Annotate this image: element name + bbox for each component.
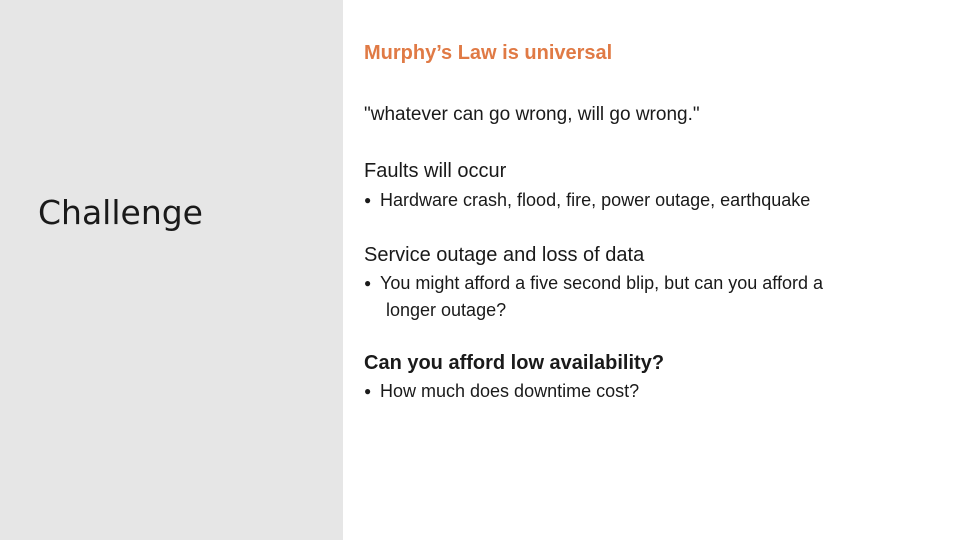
block-title-availability: Can you afford low availability? — [364, 352, 665, 374]
bullet-text: How much does downtime cost? — [380, 381, 640, 401]
left-panel — [0, 0, 343, 540]
bullet-text-continued: longer outage? — [386, 300, 507, 320]
bullet-availability — [364, 378, 924, 405]
slide-heading: Murphy’s Law is universal — [364, 42, 613, 64]
bullet-outage — [364, 270, 924, 324]
bullet-faults — [364, 187, 924, 214]
section-title: Challenge — [38, 193, 203, 232]
bullet-text: You might afford a five second blip, but can you afford a — [380, 273, 823, 293]
bullet-dot-icon: ● — [364, 276, 372, 290]
bullet-dot-icon: ● — [364, 384, 372, 398]
block-title-outage: Service outage and loss of data — [364, 244, 645, 266]
bullet-dot-icon: ● — [364, 193, 372, 207]
bullet-text: Hardware crash, flood, fire, power outage, earthquake — [380, 190, 811, 210]
block-title-faults: Faults will occur — [364, 160, 507, 182]
murphy-quote: "whatever can go wrong, will go wrong." — [364, 104, 700, 125]
